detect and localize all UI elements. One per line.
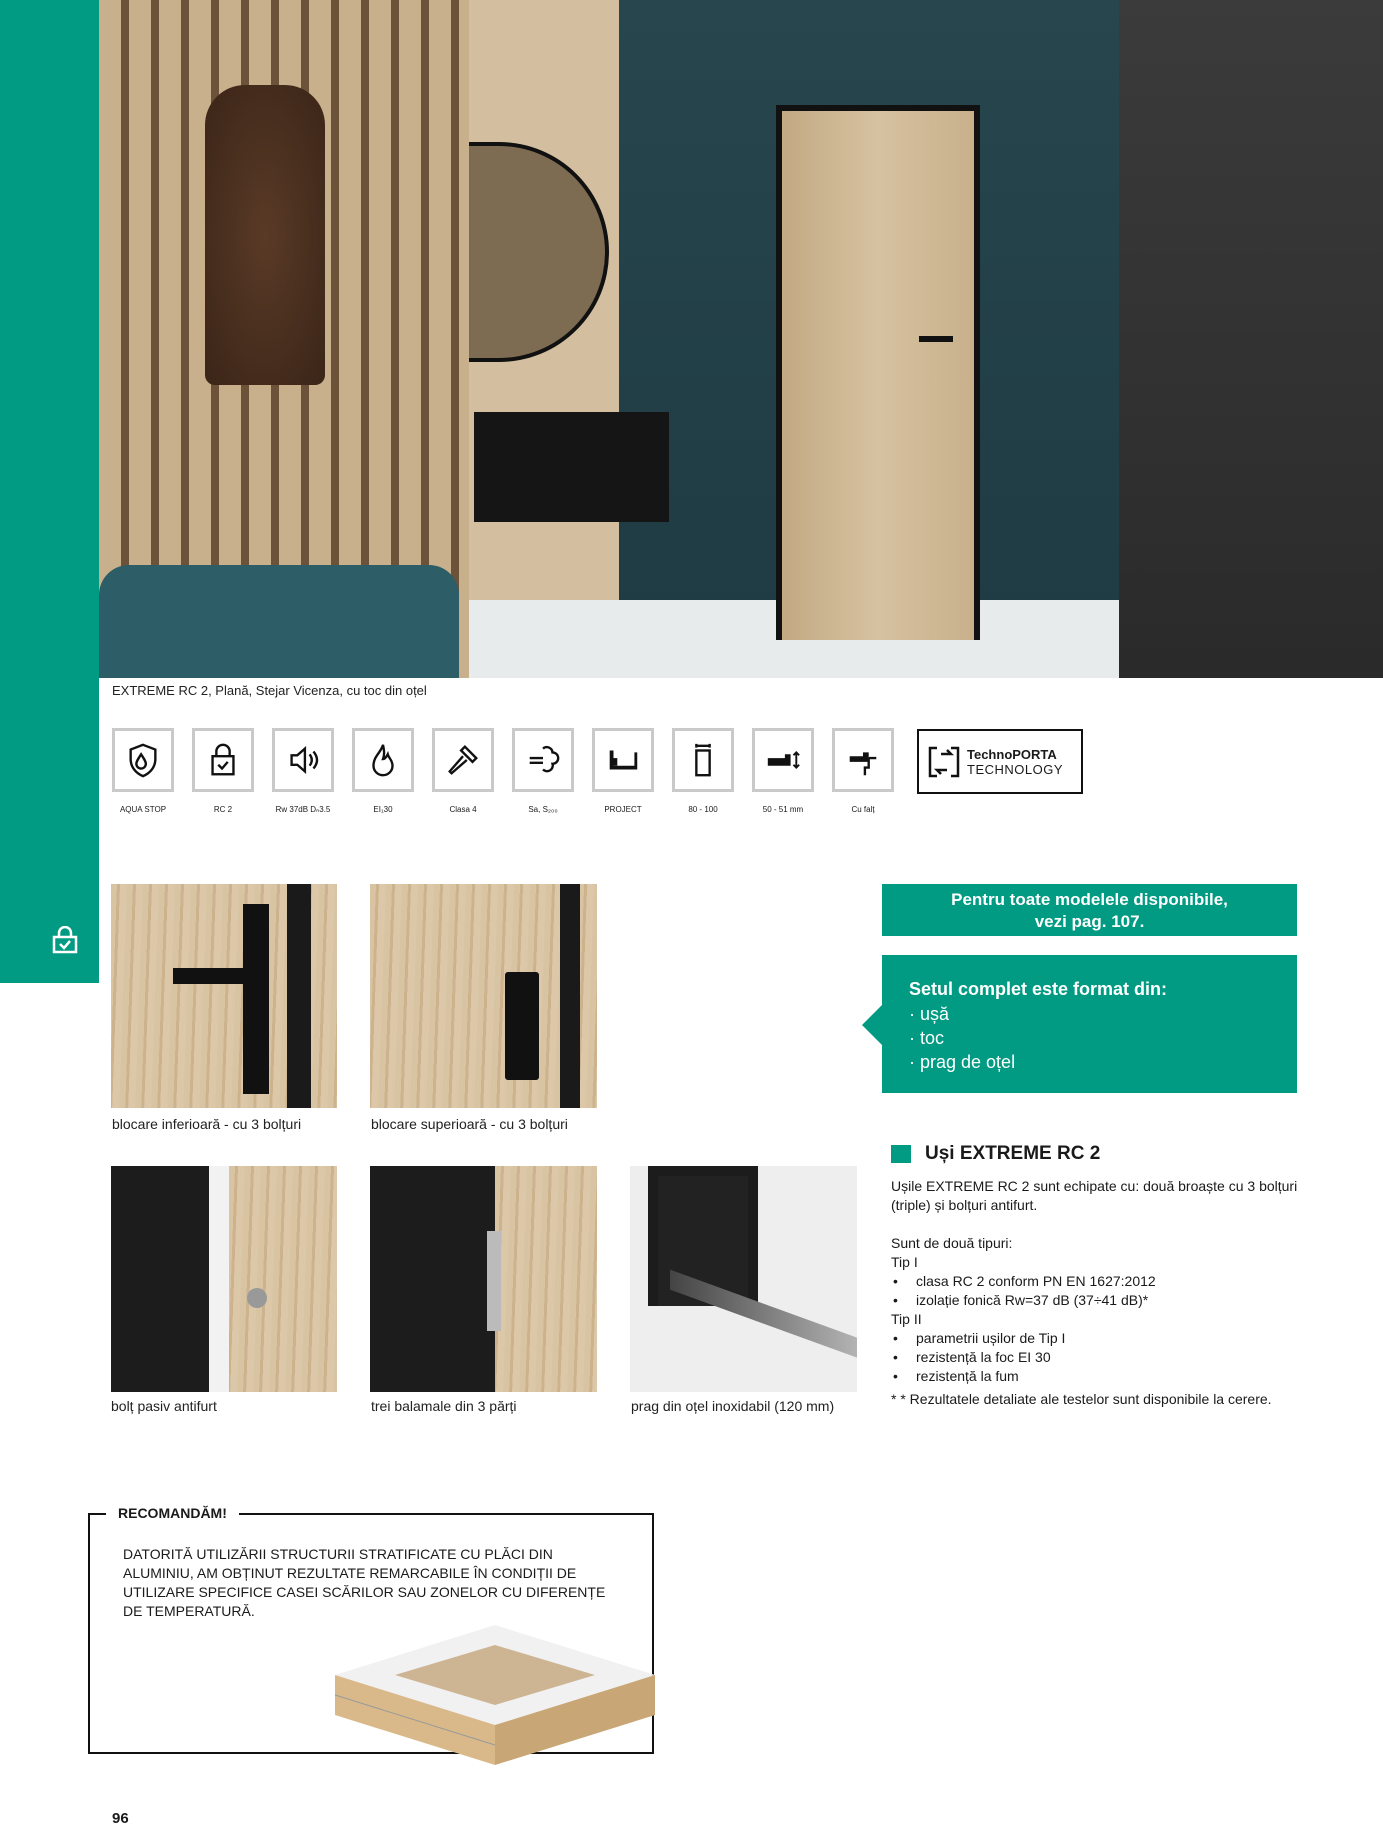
available-models-note: Pentru toate modelele disponibile, vezi pag. 107. <box>882 884 1297 936</box>
hammer-icon <box>444 741 482 779</box>
padlock-check-icon <box>52 926 78 954</box>
spec-section: Uși EXTREME RC 2 Ușile EXTREME RC 2 sunt echipate cu: două broaște cu 3 bolțuri (triple) și bolțuri antifurt. Sunt de două tipuri: Tip I • clasa RC 2 conform PN EN 1627:2012 • izolație fonică Rw=37 dB (37÷41 dB)* Tip II • parametrii ușilor de Tip I • rezistență la foc EI 30 • rezistență la fum * * Rezultatele detaliate ale testelor sunt disponibile la cerere. <box>891 1143 1298 1407</box>
hero-caption: EXTREME RC 2, Plană, Stejar Vicenza, cu toc din oțel <box>112 683 427 698</box>
smoke-icon <box>524 741 562 779</box>
feature-smoke: Sa, S₂₀₀ <box>512 728 574 814</box>
feature-rebate: Cu falț <box>832 728 894 814</box>
technoporta-arrows-icon <box>927 742 961 782</box>
complete-set-box: Setul complet este format din: · ușă · toc · prag de oțel <box>882 955 1297 1093</box>
thickness-icon <box>764 741 802 779</box>
rebate-icon <box>844 741 882 779</box>
photo-upper-lock <box>370 884 597 1108</box>
padlock-icon <box>204 741 242 779</box>
photo-caption: bolț pasiv antifurt <box>111 1398 217 1414</box>
section-title: Uși EXTREME RC 2 <box>925 1143 1101 1164</box>
speaker-icon <box>284 741 322 779</box>
feature-threshold: PROJECT <box>592 728 654 814</box>
photo-steel-threshold <box>630 1166 857 1392</box>
aqua-stop-shield-icon <box>124 741 162 779</box>
photo-caption: blocare superioară - cu 3 bolțuri <box>371 1116 568 1132</box>
feature-fire: EI₁30 <box>352 728 414 814</box>
photo-caption: blocare inferioară - cu 3 bolțuri <box>112 1116 302 1132</box>
photo-caption: trei balamale din 3 părți <box>371 1398 517 1414</box>
photo-hinges <box>370 1166 597 1392</box>
accent-square <box>891 1145 911 1163</box>
sidebar-accent-bar <box>0 0 99 983</box>
technoporta-logo: TechnoPORTA TECHNOLOGY <box>917 729 1083 794</box>
photo-passive-bolt <box>111 1166 337 1392</box>
door-layers-illustration <box>335 1615 655 1765</box>
feature-sound: Rw 37dB Dₙ3.5 <box>272 728 334 814</box>
door-image <box>776 105 980 640</box>
door-width-icon <box>684 741 722 779</box>
feature-burglary-class: Clasa 4 <box>432 728 494 814</box>
feature-thickness: 50 - 51 mm <box>752 728 814 814</box>
feature-aqua-stop: AQUA STOP <box>112 728 174 814</box>
recommendation-box: RECOMANDĂM! DATORITĂ UTILIZĂRII STRUCTURII STRATIFICATE CU PLĂCI DIN ALUMINIU, AM OBȚINUT REZULTATE REMARCABILE ÎN CONDIȚII DE UTILIZARE SPECIFICE CASEI SCĂRILOR SAU ZONELOR CU DIFERENȚE DE TEMPERATURĂ. <box>88 1513 654 1754</box>
photo-caption: prag din oțel inoxidabil (120 mm) <box>631 1398 835 1414</box>
feature-rc2: RC 2 <box>192 728 254 814</box>
hero-photo <box>99 0 1383 678</box>
photo-lower-lock <box>111 884 337 1108</box>
flame-icon <box>364 741 402 779</box>
feature-width: 80 - 100 <box>672 728 734 814</box>
page-number: 96 <box>112 1810 129 1827</box>
threshold-icon <box>604 741 642 779</box>
